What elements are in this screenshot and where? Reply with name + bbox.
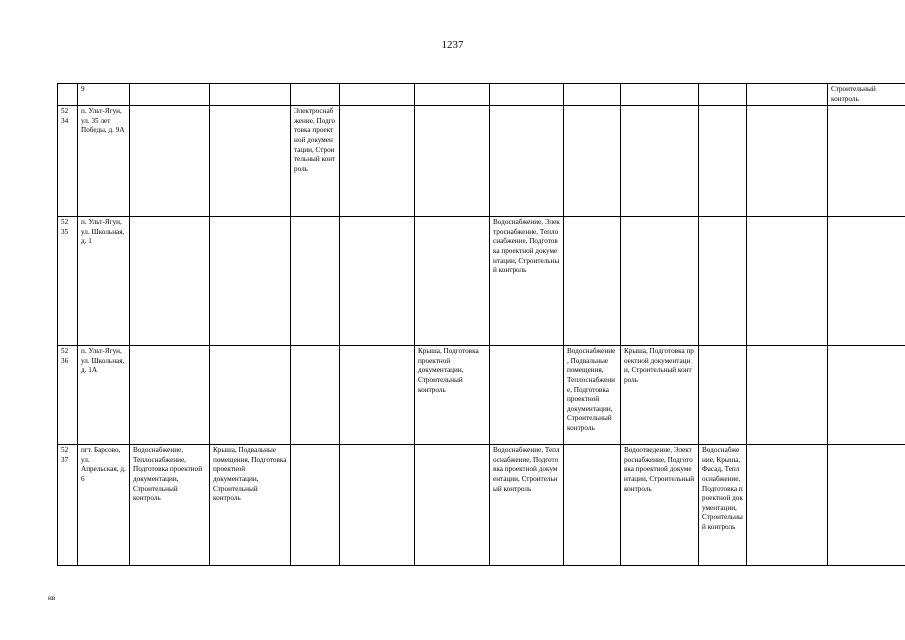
work-cell (747, 445, 828, 566)
work-cell (415, 217, 490, 346)
work-cell (130, 217, 210, 346)
work-cell (340, 445, 415, 566)
work-cell: Водоснабжение, Электроснабжение, Теплоснабжение, Подготовка проектной документации, Строительный контроль (490, 217, 564, 346)
work-cell (828, 106, 905, 217)
work-cell (130, 346, 210, 445)
work-cell (621, 217, 699, 346)
work-cell (747, 346, 828, 445)
address-cell: п. Ульт-Ягун, ул. Школьная, д. 1 (78, 217, 130, 346)
row-number-cell: 52 34 (58, 106, 78, 217)
table-body (58, 84, 905, 566)
table-row (58, 217, 905, 346)
work-cell: Строительный контроль (828, 84, 905, 106)
work-cell (490, 84, 564, 106)
row-number-cell: 52 36 (58, 346, 78, 445)
work-cell: Крыша, Подготовка проектной документации, Строительный контроль (621, 346, 699, 445)
work-cell: Крыша, Подготовка проектной документации, Строительный контроль (415, 346, 490, 445)
work-cell (340, 346, 415, 445)
work-cell: Водоснабжение, Крыша, Фасад, Теплоснабжение, Подготовка проектной документации, Строительный контроль (699, 445, 747, 566)
work-cell (699, 84, 747, 106)
work-cell (828, 217, 905, 346)
work-cell (747, 217, 828, 346)
work-cell: Водоснабжение, Теплоснабжение, Подготовка проектной документации, Строительный контроль (130, 445, 210, 566)
work-cell (291, 445, 340, 566)
table-row (58, 445, 905, 566)
work-cell: Водоснабжение, Теплоснабжение, Подготовка проектной документации, Строительный контроль (490, 445, 564, 566)
work-cell (828, 346, 905, 445)
work-cell (490, 346, 564, 445)
work-cell (291, 346, 340, 445)
work-cell (415, 106, 490, 217)
work-cell: Электроснабжение, Подготовка проектной документации, Строительный контроль (291, 106, 340, 217)
address-cell: 9 (78, 84, 130, 106)
work-cell (564, 445, 621, 566)
row-number-cell (58, 84, 78, 106)
works-table (57, 83, 905, 566)
work-cell (564, 84, 621, 106)
footer-mark: нв (48, 594, 56, 602)
page-number: 1237 (441, 39, 464, 51)
work-cell (210, 217, 291, 346)
address-cell: п. Ульт-Ягун, ул. Школьная, д. 1А (78, 346, 130, 445)
work-cell (415, 84, 490, 106)
work-cell (564, 217, 621, 346)
work-cell: Водоснабжение, Подвальные помещения, Теплоснабжение, Подготовка проектной документации, Строительный контроль (564, 346, 621, 445)
work-cell (340, 106, 415, 217)
work-cell (415, 445, 490, 566)
work-cell: Водоотведение, Электроснабжение, Подготовка проектной документации, Строительный контроль (621, 445, 699, 566)
work-cell (747, 106, 828, 217)
work-cell: Крыша, Подвальные помещения, Подготовка проектной документации, Строительный контроль (210, 445, 291, 566)
work-cell (340, 217, 415, 346)
work-cell (490, 106, 564, 217)
work-cell (621, 106, 699, 217)
table-row (58, 106, 905, 217)
table-row (58, 84, 905, 106)
work-cell (210, 84, 291, 106)
work-cell (699, 346, 747, 445)
work-cell (210, 346, 291, 445)
work-cell (828, 445, 905, 566)
work-cell (699, 106, 747, 217)
row-number-cell: 52 35 (58, 217, 78, 346)
work-cell (621, 84, 699, 106)
work-cell (291, 217, 340, 346)
work-cell (130, 84, 210, 106)
table-row (58, 346, 905, 445)
row-number-cell: 52 37 (58, 445, 78, 566)
work-cell (747, 84, 828, 106)
work-cell (130, 106, 210, 217)
work-cell (699, 217, 747, 346)
work-cell (564, 106, 621, 217)
work-cell (291, 84, 340, 106)
work-cell (340, 84, 415, 106)
work-cell (210, 106, 291, 217)
address-cell: пгт. Барсово, ул. Апрельская, д. 6 (78, 445, 130, 566)
address-cell: п. Ульт-Ягун, ул. 35 лет Победы, д. 9А (78, 106, 130, 217)
